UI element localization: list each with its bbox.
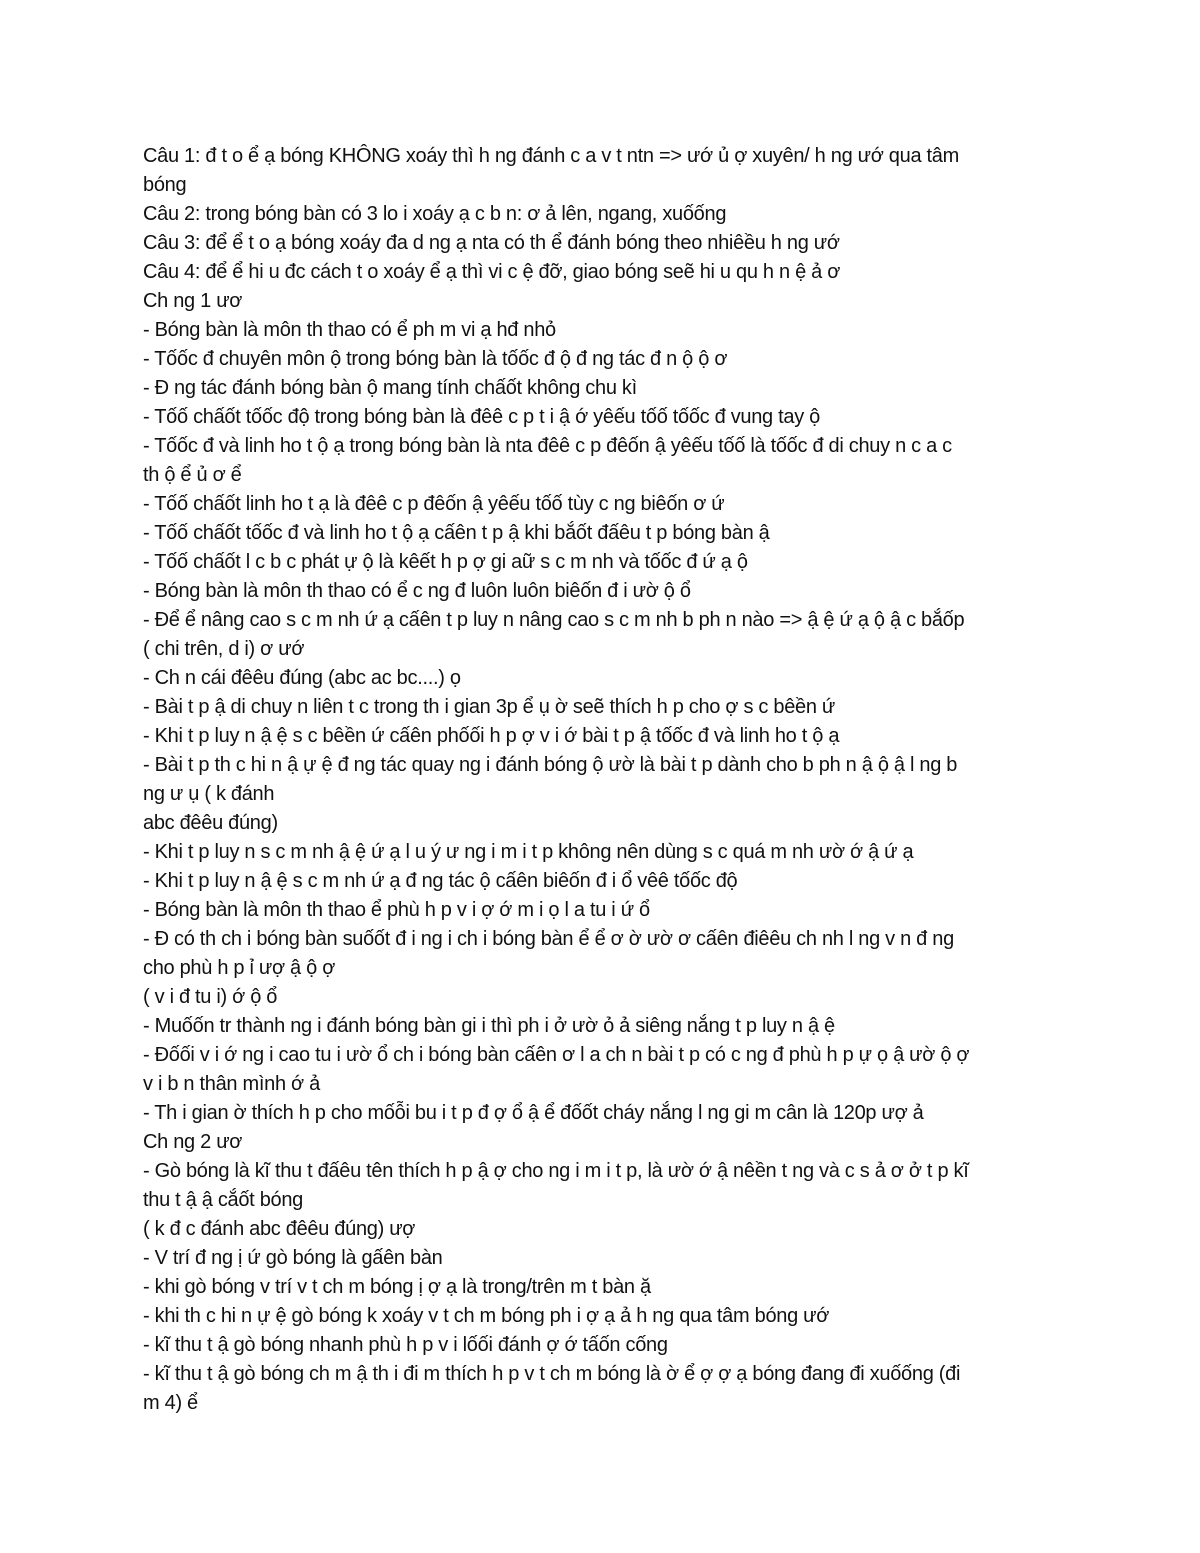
text-line: cho phù h p ỉ ượ ậ ộ ợ: [143, 957, 336, 979]
text-line: ( chi trên, d i) ơ ướ: [143, 638, 305, 660]
text-line: m 4) ể: [143, 1392, 198, 1414]
text-line: - Đ có th ch i bóng bàn suốốt đ i ng i ch i bóng bàn ể ể ơ ờ ườ ơ cấên điêêu ch nh l ng v n đ ng: [143, 928, 954, 950]
text-line: - kĩ thu t ậ gò bóng ch m ậ th i đi m thích h p v t ch m bóng là ờ ể ợ ợ ạ bóng đang đi xuốống (đi: [143, 1363, 961, 1385]
text-line: - Tốố chấốt linh ho t ạ là đêê c p đêốn ậ yêếu tốố tùy c ng biêốn ơ ứ: [143, 493, 725, 515]
text-line: - Đ ng tác đánh bóng bàn ộ mang tính chấốt không chu kì: [143, 377, 637, 399]
text-line: - khi gò bóng v trí v t ch m bóng ị ợ ạ là trong/trên m t bàn ặ: [143, 1276, 651, 1298]
text-line: - Bóng bàn là môn th thao có ể c ng đ luôn luôn biêốn đ i ườ ộ ổ: [143, 580, 691, 602]
text-line: - Tốố chấốt l c b c phát ự ộ là kêết h p ợ gi aữ s c m nh và tốốc đ ứ ạ ộ: [143, 551, 748, 573]
text-line: ( k đ c đánh abc đêêu đúng) ượ: [143, 1218, 416, 1240]
text-line: - Khi t p luy n ậ ệ s c m nh ứ ạ đ ng tác ộ cấên biêốn đ i ổ vêê tốốc độ: [143, 870, 738, 892]
text-line: - Khi t p luy n ậ ệ s c bêền ứ cấên phốối h p ợ v i ớ bài t p ậ tốốc đ và linh ho t ộ ạ: [143, 725, 840, 747]
text-line: - khi th c hi n ự ệ gò bóng k xoáy v t ch m bóng ph i ợ ạ ả h ng qua tâm bóng ướ: [143, 1305, 830, 1327]
text-line: Câu 3: để ể t o ạ bóng xoáy đa d ng ạ nta có th ể đánh bóng theo nhiêều h ng ướ: [143, 232, 840, 254]
text-line: - Muốốn tr thành ng i đánh bóng bàn gi i thì ph i ở ườ ỏ ả siêng nắng t p luy n ậ ệ: [143, 1015, 835, 1037]
document-body: [143, 142, 1068, 1418]
text-line: - Gò bóng là kĩ thu t đấêu tên thích h p ậ ợ cho ng i m i t p, là ườ ớ ậ nêền t ng và c s ả ơ ở t p kĩ: [143, 1160, 969, 1182]
text-line: th ộ ể ủ ơ ể: [143, 464, 242, 486]
text-line: - Bài t p th c hi n ậ ự ệ đ ng tác quay ng i đánh bóng ộ ườ là bài t p dành cho b ph n ậ ộ ậ l ng b: [143, 754, 958, 776]
text-line: Câu 2: trong bóng bàn có 3 lo i xoáy ạ c b n: ơ ả lên, ngang, xuốống: [143, 203, 727, 225]
text-line: thu t ậ ậ cắốt bóng: [143, 1189, 303, 1211]
text-line: - Bóng bàn là môn th thao có ể ph m vi ạ hđ nhỏ: [143, 319, 556, 341]
text-line: ( v i đ tu i) ớ ộ ổ: [143, 986, 278, 1008]
text-line: - Th i gian ờ thích h p cho mốỗi bu i t p đ ợ ổ ậ ể đốốt cháy nắng l ng gi m cân là 120p ượ ả: [143, 1102, 924, 1124]
text-line: - Để ể nâng cao s c m nh ứ ạ cấên t p luy n nâng cao s c m nh b ph n nào => ậ ệ ứ ạ ộ ậ c bắốp: [143, 609, 965, 631]
text-line: - Tốố chấốt tốốc độ trong bóng bàn là đêê c p t i ậ ớ yêếu tốố tốốc đ vung tay ộ: [143, 406, 820, 428]
text-line: - Đốối v i ớ ng i cao tu i ườ ổ ch i bóng bàn cấên ơ l a ch n bài t p có c ng đ phù h p ự ọ ậ ườ ộ ợ: [143, 1044, 970, 1066]
text-line: abc đêêu đúng): [143, 812, 278, 834]
text-line: bóng: [143, 174, 187, 196]
text-line: - kĩ thu t ậ gò bóng nhanh phù h p v i lốối đánh ợ ớ tấốn cống: [143, 1334, 668, 1356]
text-line: - Tốố chấốt tốốc đ và linh ho t ộ ạ cấên t p ậ khi bắốt đấêu t p bóng bàn ậ: [143, 522, 770, 544]
text-line: Câu 1: đ t o ể ạ bóng KHÔNG xoáy thì h ng đánh c a v t ntn => ướ ủ ợ xuyên/ h ng ướ qua tâm: [143, 145, 959, 167]
text-line: ng ư ụ ( k đánh: [143, 783, 275, 805]
text-line: - Bài t p ậ di chuy n liên t c trong th i gian 3p ể ụ ờ seẽ thích h p cho ợ s c bêền ứ: [143, 696, 836, 718]
text-line: - Khi t p luy n s c m nh ậ ệ ứ ạ l u ý ư ng i m i t p không nên dùng s c quá m nh ườ ớ ậ ứ ạ: [143, 841, 914, 863]
text-line: v i b n thân mình ớ ả: [143, 1073, 320, 1095]
text-line: Câu 4: để ể hi u đc cách t o xoáy ể ạ thì vi c ệ đỡ, giao bóng seẽ hi u qu h n ệ ả ơ: [143, 261, 841, 283]
text-line: - Ch n cái đêêu đúng (abc ac bc....) ọ: [143, 667, 461, 689]
text-line: - Tốốc đ và linh ho t ộ ạ trong bóng bàn là nta đêê c p đêốn ậ yêếu tốố là tốốc đ di chuy n c a c: [143, 435, 952, 457]
text-line: - Bóng bàn là môn th thao ể phù h p v i ợ ớ m i ọ l a tu i ứ ổ: [143, 899, 650, 921]
text-line: - Tốốc đ chuyên môn ộ trong bóng bàn là tốốc đ ộ đ ng tác đ n ộ ộ ơ: [143, 348, 728, 370]
text-line: - V trí đ ng ị ứ gò bóng là gấên bàn: [143, 1247, 443, 1269]
text-line: Ch ng 1 ươ: [143, 290, 243, 312]
text-line: Ch ng 2 ươ: [143, 1131, 243, 1153]
